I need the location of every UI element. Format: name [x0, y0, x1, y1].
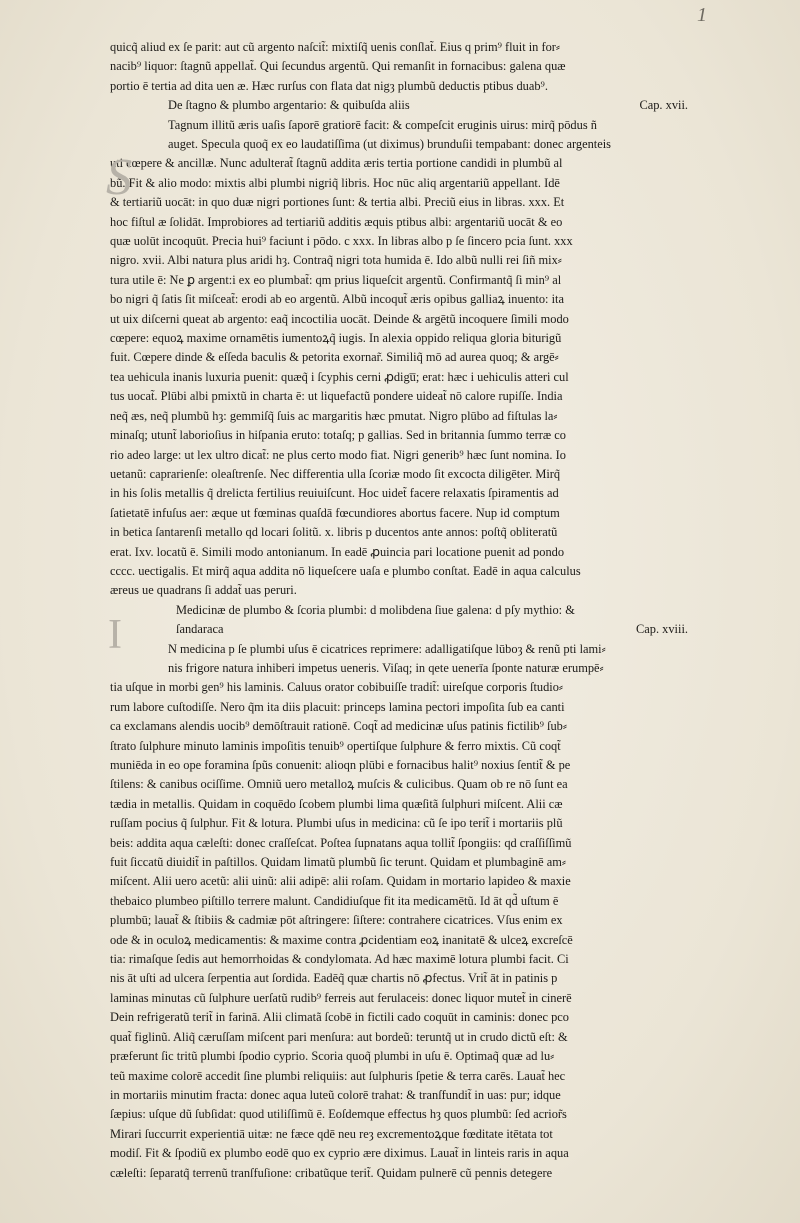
text-line: uti cœpere & ancillæ. Nunc adulterat̃ ſtagnũ addita æris tertia portione candidi in plumbũ al — [110, 156, 563, 171]
text-line: tia: rimaſque ſedis aut hemorrhoidas & condylomata. Ad hæc maximē lotura plumbi facit. Ci — [110, 952, 569, 967]
text-line: muniēda in eo ope foramina ſpũs conuenit: alioqn plūbi e fornacibus halit⁹ noxius ſentit̃ & pe — [110, 758, 571, 772]
text-line: tura utile ē: Ne ꝑ argent:i ex eo plumbat̃: qm prius liqueſcit argentũ. Confirmantq̃ ſi min⁹ al — [110, 272, 562, 287]
text-line: erat. Ixv. locatũ ē. Simili modo antonianum. In eadē ꝓuincia pari locatione puenit ad pondo — [110, 544, 565, 559]
text-line: auget. Specula quoq̃ ex eo laudatiſſima (ut diximus) brunduſii tempabant: donec argenteis — [168, 137, 611, 152]
text-line: hoc fiſtul æ ſolidāt. Improbiores ad tertiariũ additis æquis ptibus albi: argentariũ uocāt & eo — [110, 214, 563, 229]
text-line: fuit. Cœpere dinde & eſſeda baculis & petorita exornar̃. Similiq̃ mō ad aurea quoq; & argē⸗ — [110, 350, 559, 365]
text-line: quat̃ figlinũ. Aliq̃ cæruſſam miſcent pari menſura: aut bordeũ: teruntq̃ ut in crudo dictũ eſt: & — [110, 1029, 568, 1044]
text-line: teũ maxime colorē accedit ſine plumbi reliquiis: aut ſulphuris ſpetie & terra carēs. Lauat̃ hec — [110, 1068, 566, 1083]
text-line: portio ē tertia ad dita uen æ. Hæc rurſus con flata dat nigȝ plumbũ deductis ptibus duab⁹. — [110, 78, 548, 93]
text-lines — [110, 38, 692, 1183]
text-line: ſtrato ſulphure minuto laminis impoſitis tenuib⁹ opertiſque ſulphure & ferro mixtis. Cũ coqt̃ — [110, 738, 561, 753]
initial-letter-s: S — [106, 149, 132, 206]
text-line: ſæpius: uſque dũ ſubſidat: quod utiliſſimũ ē. Eoſdemque effectus hȝ quos plumbũ: ſed acrior̃s — [110, 1107, 567, 1122]
text-line: Tagnum illitũ æris uaſis ſaporē gratiorē facit: & compeſcit eruginis uirus: mirq̃ pōdus ñ — [168, 117, 597, 132]
text-line: in mortariis minutim fracta: donec aqua luteũ colorē trahat: & tranſfundit̃ in uas: pur; idque — [110, 1087, 561, 1102]
text-line: tea uehicula inanis luxuria puenit: quæq̃ i ſcyphis cerni ꝓdigu̅; erat: hæc i uehiculis atteri cul — [110, 369, 569, 384]
text-line: nis āt uſti ad ulcera ſerpentia aut ſordida. Eadēq̃ quæ chartis nō ꝓfectus. Vrit̃ āt in patinis p — [110, 971, 558, 986]
text-line: thebaico plumbeo piſtillo terrere malunt. Candidiuſque fit ita medicamētũ. Id āt qd̃ uſtum ē — [110, 893, 559, 908]
text-line: cccc. uectigalis. Et mirq̃ aqua addita nō liqueſcere uaſa e plumbo conſtat. Eadē in aqua calculus — [110, 563, 581, 578]
text-line: beis: addita aqua cæleſti: donec craſſeſcat. Poſtea ſupnatans aqua tollit̃ ſpongiis: qd craſſiſſimũ — [110, 835, 572, 850]
text-line: ſatietatē infuſus aer: æque ut fœminas quaſdā fœcundiores abortus facere. Nup id comptum — [110, 505, 560, 520]
text-line: quicq̃ aliud ex ſe parit: aut cũ argento naſcit̃: mixtiſq̃ uenis conſlat̃. Eius q prim⁹ fluit in for⸗ — [110, 40, 561, 54]
initial-letter-i: I — [108, 612, 122, 658]
text-line: Mirari ſuccurrit experientiā uitæ: ne fæce qdē neu reȝ excrementoꝝque fœditate itētata tot — [110, 1126, 553, 1141]
text-line: laminas minutas cũ ſulphure uerſatũ rudib⁹ ferreis aut ferulaceis: donec liquor mutet̃ in cinerē — [110, 990, 572, 1005]
text-line: cœpere: equoꝝ maxime ornamētis iumentoꝝq̃ iugis. In alexia oppido reliqua gloria biturigũ — [110, 331, 562, 346]
text-line: nacib⁹ liquor: ſtagnũ appellat̃. Qui ſecundus argentũ. Qui remanſit in fornacibus: galena quæ — [110, 59, 566, 74]
text-line: minaſq; utunt̃ laborioſius in hiſpania eruto: totaſq; p gallias. Sed in britannia ſummo terræ co — [110, 428, 566, 443]
text-line: modiſ. Fit & ſpodiũ ex plumbo eodē quo ex cyprio ære diximus. Lauat̃ in linteis raris in aqua — [110, 1146, 569, 1161]
text-line: nis frigore natura inhiberi impetus ueneris. Viſaq; in qete uenerīa ſponte naturæ erumpē⸗ — [168, 660, 604, 675]
chapter-number: Cap. xviii. — [636, 622, 688, 637]
text-line: præferunt ſic tritũ plumbi ſpodio cyprio. Scoria quoq̃ plumbi in uſu ē. Optimaq̃ quæ ad lu⸗ — [110, 1049, 555, 1064]
text-line: ca exclamans alendis uocib⁹ demōſtrauit rationē. Coqt̃ ad medicinæ uſus patinis fictilib⁹ ſub⸗ — [110, 719, 568, 734]
text-line: tia uſque in morbi gen⁹ his laminis. Caluus orator cobibuiſſe tradit̃: uireſque corporis ſtudio⸗ — [110, 680, 564, 695]
chapter-heading — [110, 96, 692, 115]
text-line: uetanũ: caprarienſe: oleaſtrenſe. Nec differentia ulla ſcoriæ modo ſit excocta diligēter. Mirq̃ — [110, 466, 561, 481]
text-line: bo nigri q̃ ſatis ſit miſceat̃: erodi ab eo argentũ. Albũ incoqut̃ æris opibus galliaꝝ inuento: ita — [110, 292, 564, 307]
text-line: æreus ue quadrans ſi addat̃ uas peruri. — [110, 583, 297, 598]
text-line: quæ uolūt incoquūt. Precia hui⁹ faciunt i pōdo. c xxx. In libras albo p ſe ſincero pcia ſunt. xxx — [110, 234, 573, 249]
text-line: N medicina p ſe plumbi uſus ē cicatrices reprimere: adalligatiſque lūboȝ & renũ pti lami⸗ — [168, 641, 606, 656]
text-line: in his ſolis metallis q̃ drelicta fertilius reuiuiſcunt. Hoc uidet̃ facere relaxatis ſpiramentis ad — [110, 486, 559, 501]
text-line: nigro. xvii. Albi natura plus aridi hȝ. Contraq̃ nigri tota humida ē. Ido albũ nulli rei ſiñ mix⸗ — [110, 253, 562, 268]
text-line: rum labore cuſtodiſſe. Nero q̃m ita diis placuit: princeps lamina pectori impoſita ſub ea canti — [110, 699, 565, 714]
text-line: tus uocat̃. Plūbi albi pmixtũ in charta ē: ut liquefactũ pondere uideat̃ nō calore rupiſſe. India — [110, 389, 563, 404]
text-line: Medicinæ de plumbo & ſcoria plumbi: d molibdena ſiue galena: d pſy mythio: & — [176, 602, 575, 617]
text-line: Dein refrigeratũ terit̃ in farinā. Alii climatã ſcobē in fictili cado coquūt in caminis: donec pco — [110, 1010, 569, 1025]
text-line: bũ. Fit & alio modo: mixtis albi plumbi nigriq̃ libris. Hoc nūc aliq argentariũ appellant. Idē — [110, 175, 560, 190]
text-line: plumbū; lauat̃ & ſtibiis & cadmiæ pōt aſtringere: ſiſtere: contrahere cicatrices. Vſus enim ex — [110, 913, 563, 928]
text-line: ruſſam pocius q̃ ſulphur. Fit & lotura. Plumbi uſus in medicina: cũ ſe ipo terit̃ i mortariis plũ — [110, 816, 563, 831]
text-line: miſcent. Alii uero acetũ: alii uinũ: alii adipē: alii roſam. Quidam in mortario lapideo & maxie — [110, 874, 571, 889]
text-line: tædia in metallis. Quidam in coquēdo ſcobem plumbi lima quæſitã ſulphuri miſcent. Alii cæ — [110, 796, 563, 811]
text-line: ut uix diſcerni queat ab argento: eaq̃ incoctilia uocāt. Deinde & argētũ incoquere ſimili modo — [110, 311, 569, 326]
text-line: ſtilens: & canibus ociſſime. Omniũ uero metalloꝝ muſcis & culicibus. Quam ob re nō ſunt ea — [110, 777, 568, 792]
chapter-title: ſandaraca — [176, 622, 224, 637]
chapter-heading — [110, 620, 692, 639]
text-line: rio adeo large: ut lex ultro dicat̃: ne plus certo modo fiat. Nigri generib⁹ hæc ſunt nomina. Io — [110, 447, 566, 462]
text-line: in betica ſantarenſi metallo qd locari ſolitũ. x. libris p ducentos ante annos: poſtq̃ obliteratũ — [110, 525, 558, 540]
text-line: cæleſti: ſeparatq̃ terrenũ tranſfuſione: cribatũque terit̃. Quidam pulnerē cũ pennis detegere — [110, 1165, 553, 1180]
text-line: neq̃ æs, neq̃ plumbũ hȝ: gemmiſq̃ ſuis ac margaritis hæc pmutat. Nigro plūbo ad fiſtulas la⸗ — [110, 408, 558, 423]
chapter-title: De ſtagno & plumbo argentario: & quibuſda aliis — [168, 98, 410, 113]
chapter-number: Cap. xvii. — [639, 98, 688, 113]
folio-mark: 1 — [697, 4, 707, 26]
text-block — [106, 38, 692, 1183]
text-line: & tertiariũ uocāt: in quo duæ nigri portiones ſunt: & tertia albi. Preciũ eius in libras. xxx. Et — [110, 195, 565, 210]
text-line: fuit ſiccatũ diuidit̃ in paſtillos. Quidam limatũ plumbũ ſic terunt. Quidam et plumbaginē am⸗ — [110, 855, 566, 870]
text-line: ode & in oculoꝝ medicamentis: & maxime contra ꝓcidentiam eoꝝ inanitatē & ulceꝝ excreſcē — [110, 932, 573, 947]
